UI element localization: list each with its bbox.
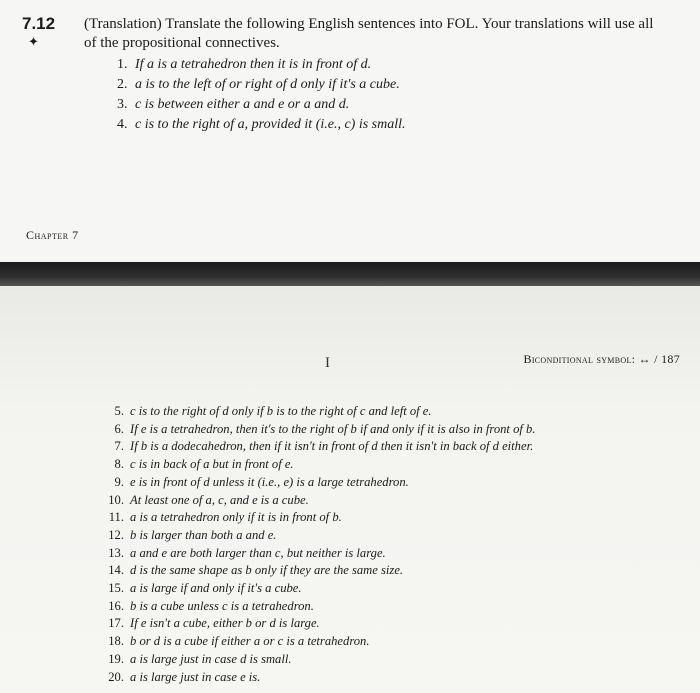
exercise-item: 6. If e is a tetrahedron, then it's to the right of b if and only if it is also in front of b. xyxy=(114,421,536,436)
upper-page xyxy=(0,0,700,262)
exercise-item: 20. a is large just in case e is. xyxy=(108,669,261,684)
exercise-item: 7. If b is a dodecahedron, then if it isn't in front of d then it isn't in back of d either. xyxy=(114,439,534,454)
page-header: Biconditional symbol: ↔ / 187 xyxy=(523,352,680,366)
exercise-item: 11. a is a tetrahedron only if it is in front of b. xyxy=(108,510,342,525)
exercise-item: 9. e is in front of d unless it (i.e., e) is a large tetrahedron. xyxy=(114,474,409,489)
exercise-intro-line2: of the propositional connectives. xyxy=(84,35,280,51)
star-icon: ✦ xyxy=(28,34,39,49)
chapter-label: Chapter 7 xyxy=(26,228,79,242)
exercise-item: 19. a is large just in case d is small. xyxy=(108,651,292,666)
exercise-item: 17. If e isn't a cube, either b or d is large. xyxy=(108,616,320,631)
exercise-item: 1. If a is a tetrahedron then it is in front of d. xyxy=(117,57,372,72)
exercise-item: 15. a is large if and only if it's a cube. xyxy=(108,581,302,595)
exercise-item: 4. c is to the right of a, provided it (i.e., c) is small. xyxy=(117,117,406,132)
exercise-item: 18. b or d is a cube if either a or c is a tetrahedron. xyxy=(108,634,370,649)
exercise-item: 16. b is a cube unless c is a tetrahedron. xyxy=(108,598,314,613)
exercise-item: 3. c is between either a and e or a and d. xyxy=(117,97,350,112)
exercise-item: 13. a and e are both larger than c, but neither is large. xyxy=(108,545,386,560)
text-cursor-icon: I xyxy=(325,355,330,371)
exercise-intro-line1: (Translation) Translate the following English sentences into FOL. Your translations will use all xyxy=(84,16,654,32)
exercise-number: 7.12 xyxy=(22,14,56,33)
exercise-item: 2. a is to the left of or right of d only if it's a cube. xyxy=(117,77,400,92)
page-fold-shadow xyxy=(0,262,700,286)
exercise-item: 14. d is the same shape as b only if they are the same size. xyxy=(108,563,404,578)
exercise-item: 5. c is to the right of d only if b is to the right of c and left of e. xyxy=(114,404,432,418)
exercise-item: 12. b is larger than both a and e. xyxy=(108,527,277,542)
exercise-item: 8. c is in back of a but in front of e. xyxy=(114,457,294,472)
exercise-item: 10. At least one of a, c, and e is a cube. xyxy=(108,492,309,507)
